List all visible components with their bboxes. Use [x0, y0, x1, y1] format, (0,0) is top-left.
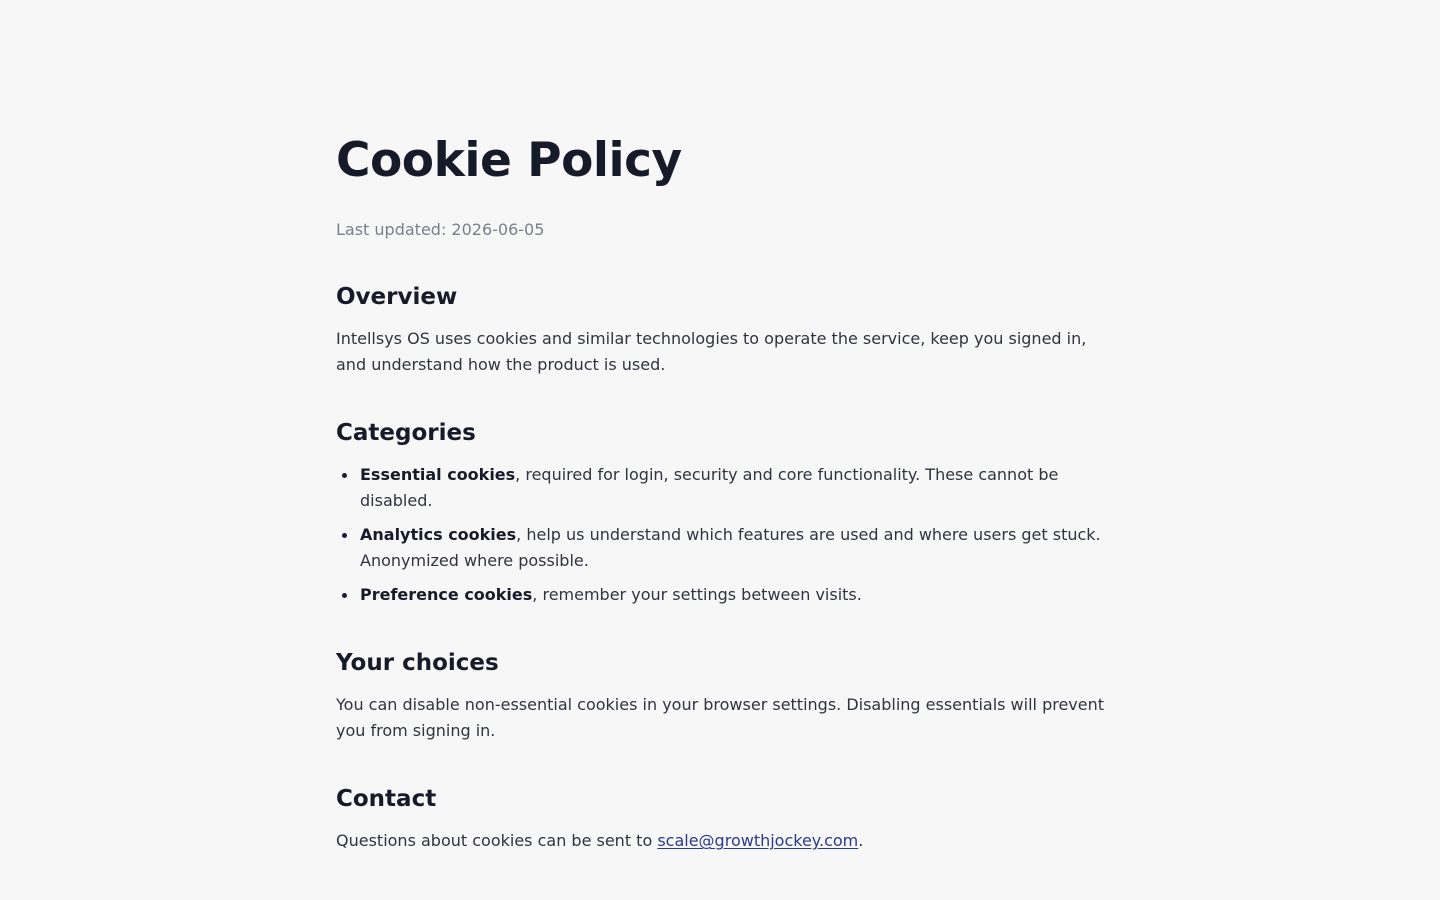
overview-section — [336, 282, 1106, 378]
categories-heading: Categories — [336, 420, 476, 446]
contact-email-link[interactable]: scale@growthjockey.com — [657, 831, 859, 850]
choices-text: You can disable non-essential cookies in your browser settings. Disabling essentials will prevent you from signing in. — [336, 695, 1105, 740]
category-name: Essential cookies — [360, 465, 516, 484]
choices-section — [336, 648, 1106, 744]
category-item-analytics — [360, 522, 1106, 574]
contact-text — [336, 828, 1106, 854]
bullet-icon — [342, 593, 347, 598]
choices-heading: Your choices — [336, 650, 499, 676]
categories-section — [336, 418, 1106, 608]
bullet-icon — [342, 533, 347, 538]
contact-text-prefix: Questions about cookies can be sent to — [336, 831, 658, 850]
categories-list — [336, 462, 1106, 608]
category-item-essential — [360, 462, 1106, 514]
category-name: Analytics cookies — [360, 525, 517, 544]
last-updated: Last updated: 2026-06-05 — [336, 220, 545, 239]
category-description: , remember your settings between visits. — [532, 585, 862, 604]
contact-heading: Contact — [336, 786, 437, 812]
category-description: , help us understand which features are used and where users get stuck. Anonymized where possible. — [360, 525, 1101, 570]
contact-section — [336, 784, 1106, 854]
overview-text: Intellsys OS uses cookies and similar technologies to operate the service, keep you signed in, and understand how the product is used. — [336, 329, 1087, 374]
category-item-preference — [360, 582, 1106, 608]
cookie-policy-article — [336, 132, 1106, 854]
category-description: , required for login, security and core functionality. These cannot be disabled. — [360, 465, 1059, 510]
overview-heading: Overview — [336, 284, 458, 310]
bullet-icon — [342, 473, 347, 478]
category-name: Preference cookies — [360, 585, 533, 604]
page-title: Cookie Policy — [336, 133, 682, 188]
contact-text-suffix: . — [858, 831, 864, 850]
